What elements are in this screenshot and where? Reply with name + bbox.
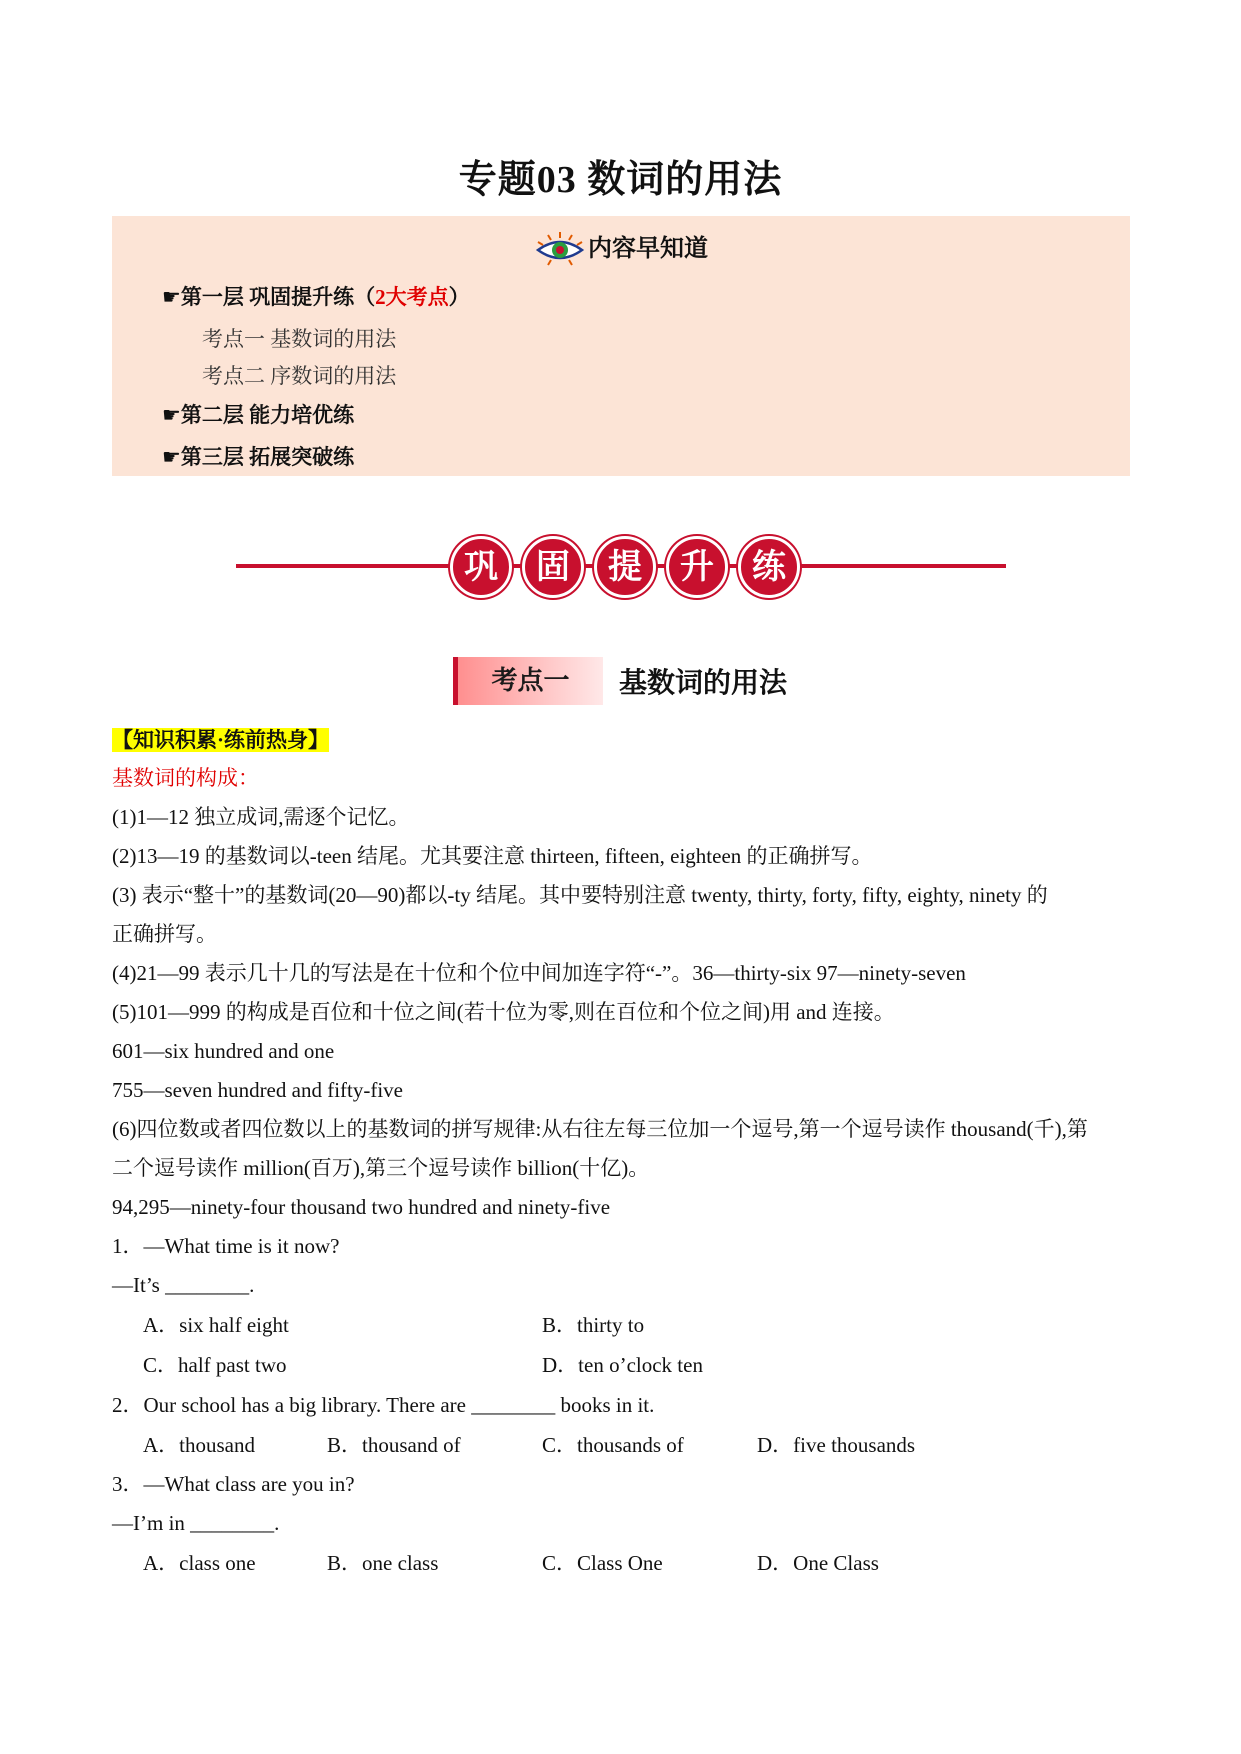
knowledge-subtitle: 基数词的构成： <box>112 766 259 790</box>
toc-sub-1: 考点一 基数词的用法 <box>202 327 397 351</box>
question-2-option-a[interactable]: A．thousand <box>143 1433 255 1457</box>
question-1-option-c[interactable]: C．half past two <box>143 1353 287 1377</box>
toc-sub-2: 考点二 序数词的用法 <box>202 364 397 388</box>
question-2-option-c[interactable]: C．thousands of <box>542 1433 684 1457</box>
toc-level-1 <box>162 283 470 311</box>
question-3-option-d[interactable]: D．One Class <box>757 1551 879 1575</box>
question-1-option-b[interactable]: B．thirty to <box>542 1313 645 1337</box>
contents-box <box>112 216 1130 476</box>
question-2-option-b[interactable]: B．thousand of <box>327 1433 461 1457</box>
question-1-answer-line: —It’s ________. <box>112 1273 255 1297</box>
banner-char: 升 <box>666 536 728 598</box>
pointing-hand-icon: ☛ <box>162 285 181 309</box>
knowledge-label <box>112 726 329 754</box>
question-3-answer-line: —I’m in ________. <box>112 1511 280 1535</box>
knowledge-line: (4)21—99 表示几十几的写法是在十位和个位中间加连字符“-”。36—thirty-six 97—ninety-seven <box>112 961 966 985</box>
toc-level-3-label: 第三层 拓展突破练 <box>180 445 355 469</box>
question-1-option-d[interactable]: D．ten o’clock ten <box>542 1353 703 1377</box>
contents-heading <box>112 228 1130 270</box>
question-1-option-a[interactable]: A．six half eight <box>143 1313 289 1337</box>
eye-icon <box>534 230 586 270</box>
knowledge-line: 601—six hundred and one <box>112 1039 335 1063</box>
banner-char: 固 <box>522 536 584 598</box>
banner-char: 巩 <box>450 536 512 598</box>
toc-level-2 <box>162 401 354 429</box>
knowledge-line: 755—seven hundred and fifty-five <box>112 1078 403 1102</box>
question-2-stem: 2．Our school has a big library. There are ________ books in it. <box>112 1393 655 1417</box>
pointing-hand-icon: ☛ <box>162 445 181 469</box>
banner <box>450 536 800 596</box>
knowledge-line: (3) 表示“整十”的基数词(20—90)都以-ty 结尾。其中要特别注意 twenty, thirty, forty, fifty, eighty, ninety 的 <box>112 883 1048 907</box>
knowledge-label-text: 【知识积累·练前热身】 <box>112 728 330 752</box>
question-3-option-a[interactable]: A．class one <box>143 1551 256 1575</box>
toc-level-1-count: 2大考点 <box>375 285 449 309</box>
toc-level-1-close: ） <box>448 285 470 309</box>
knowledge-line: 94,295—ninety-four thousand two hundred and ninety-five <box>112 1195 611 1219</box>
knowledge-line: (1)1—12 独立成词,需逐个记忆。 <box>112 805 410 829</box>
question-3-stem: 3．—What class are you in? <box>112 1472 355 1496</box>
knowledge-line: 正确拼写。 <box>112 922 217 946</box>
question-3-option-c[interactable]: C．Class One <box>542 1551 663 1575</box>
question-2-option-d[interactable]: D．five thousands <box>757 1433 916 1457</box>
section-title: 基数词的用法 <box>619 668 788 699</box>
pointing-hand-icon: ☛ <box>162 403 181 427</box>
contents-heading-text: 内容早知道 <box>588 236 708 262</box>
question-3-option-b[interactable]: B．one class <box>327 1551 439 1575</box>
banner-char: 练 <box>738 536 800 598</box>
knowledge-line: (2)13—19 的基数词以-teen 结尾。尤其要注意 thirteen, fifteen, eighteen 的正确拼写。 <box>112 844 873 868</box>
toc-level-1-label: 第一层 巩固提升练（ <box>180 285 376 309</box>
page-title: 专题03 数词的用法 <box>458 159 783 201</box>
section-tag: 考点一 <box>453 657 603 705</box>
knowledge-line: 二个逗号读作 million(百万),第三个逗号读作 billion(十亿)。 <box>112 1156 650 1180</box>
question-1-stem: 1．—What time is it now? <box>112 1234 340 1258</box>
knowledge-line: (5)101—999 的构成是百位和十位之间(若十位为零,则在百位和个位之间)用 and 连接。 <box>112 1000 895 1024</box>
knowledge-line: (6)四位数或者四位数以上的基数词的拼写规律:从右往左每三位加一个逗号,第一个逗号读作 thousand(千),第 <box>112 1117 1088 1141</box>
banner-char: 提 <box>594 536 656 598</box>
toc-level-3 <box>162 443 354 471</box>
toc-level-2-label: 第二层 能力培优练 <box>180 403 355 427</box>
